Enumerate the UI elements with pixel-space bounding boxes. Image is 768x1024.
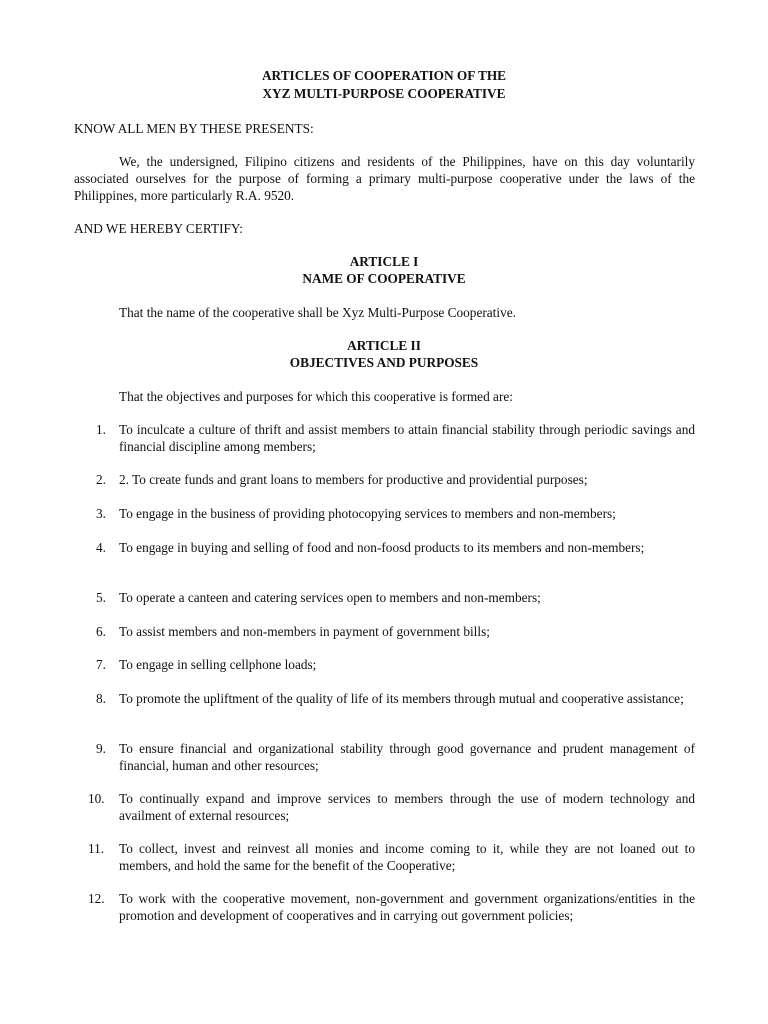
list-item	[96, 472, 695, 489]
document-title-line-1: ARTICLES OF COOPERATION OF THE	[261, 68, 507, 83]
list-item-text: 2. To create funds and grant loans to members for productive and providential purposes;	[119, 472, 588, 487]
list-item-text: To work with the cooperative movement, non-government and government organizations/entities in the promotion and development of cooperatives and in carrying out government policies;	[119, 891, 695, 923]
article-1-body: That the name of the cooperative shall be Xyz Multi-Purpose Cooperative.	[119, 305, 516, 320]
list-item	[88, 791, 695, 825]
document-title-line-2: XYZ MULTI-PURPOSE COOPERATIVE	[262, 86, 506, 101]
list-item-number: 4.	[96, 540, 106, 555]
list-item-number: 12.	[88, 891, 105, 906]
article-2-heading: ARTICLE II	[347, 338, 421, 353]
article-2-intro: That the objectives and purposes for which this cooperative is formed are:	[119, 389, 513, 404]
list-item	[96, 540, 695, 557]
list-item	[88, 841, 695, 875]
list-item-text: To engage in the business of providing photocopying services to members and non-members;	[119, 506, 616, 521]
list-item-number: 11.	[88, 841, 105, 856]
list-item	[96, 691, 695, 708]
list-item	[96, 422, 695, 456]
list-item	[96, 590, 695, 607]
list-item-number: 6.	[96, 624, 106, 639]
list-item-text: To continually expand and improve services to members through the use of modern technology and availment of external resources;	[119, 791, 695, 823]
list-item-number: 1.	[96, 422, 106, 437]
list-item-text: To ensure financial and organizational stability through good governance and prudent management of financial, human and other resources;	[119, 741, 695, 773]
list-item-text: To promote the upliftment of the quality of life of its members through mutual and cooperative assistance;	[119, 691, 684, 706]
certify-line: AND WE HEREBY CERTIFY:	[74, 221, 243, 236]
list-item-number: 10.	[88, 791, 105, 806]
preamble-paragraph: We, the undersigned, Filipino citizens and residents of the Philippines, have on this day voluntarily associated ourselves for the purpose of forming a primary multi-purpose cooperative under the laws of the Philippines, more particularly R.A. 9520.	[74, 154, 695, 203]
list-item-text: To engage in buying and selling of food and non-foosd products to its members and non-members;	[119, 540, 645, 555]
list-item-text: To inculcate a culture of thrift and assist members to attain financial stability through periodic savings and financial discipline among members;	[119, 422, 695, 454]
list-item	[96, 741, 695, 775]
list-item	[96, 624, 695, 641]
list-item-number: 2.	[96, 472, 106, 487]
article-2-subheading: OBJECTIVES AND PURPOSES	[289, 355, 479, 370]
list-item	[96, 657, 695, 674]
list-item-number: 5.	[96, 590, 106, 605]
article-1-subheading: NAME OF COOPERATIVE	[302, 271, 466, 286]
salutation: KNOW ALL MEN BY THESE PRESENTS:	[74, 121, 314, 136]
list-item-text: To collect, invest and reinvest all monies and income coming to it, while they are not loaned out to members, and hold the same for the benefit of the Cooperative;	[119, 841, 695, 873]
list-item	[88, 891, 695, 925]
article-1-heading: ARTICLE I	[349, 254, 419, 269]
list-item	[96, 506, 695, 523]
list-item-number: 3.	[96, 506, 106, 521]
list-item-text: To assist members and non-members in payment of government bills;	[119, 624, 490, 639]
list-item-text: To operate a canteen and catering services open to members and non-members;	[119, 590, 541, 605]
list-item-number: 7.	[96, 657, 106, 672]
list-item-number: 9.	[96, 741, 106, 756]
list-item-number: 8.	[96, 691, 106, 706]
list-item-text: To engage in selling cellphone loads;	[119, 657, 317, 672]
